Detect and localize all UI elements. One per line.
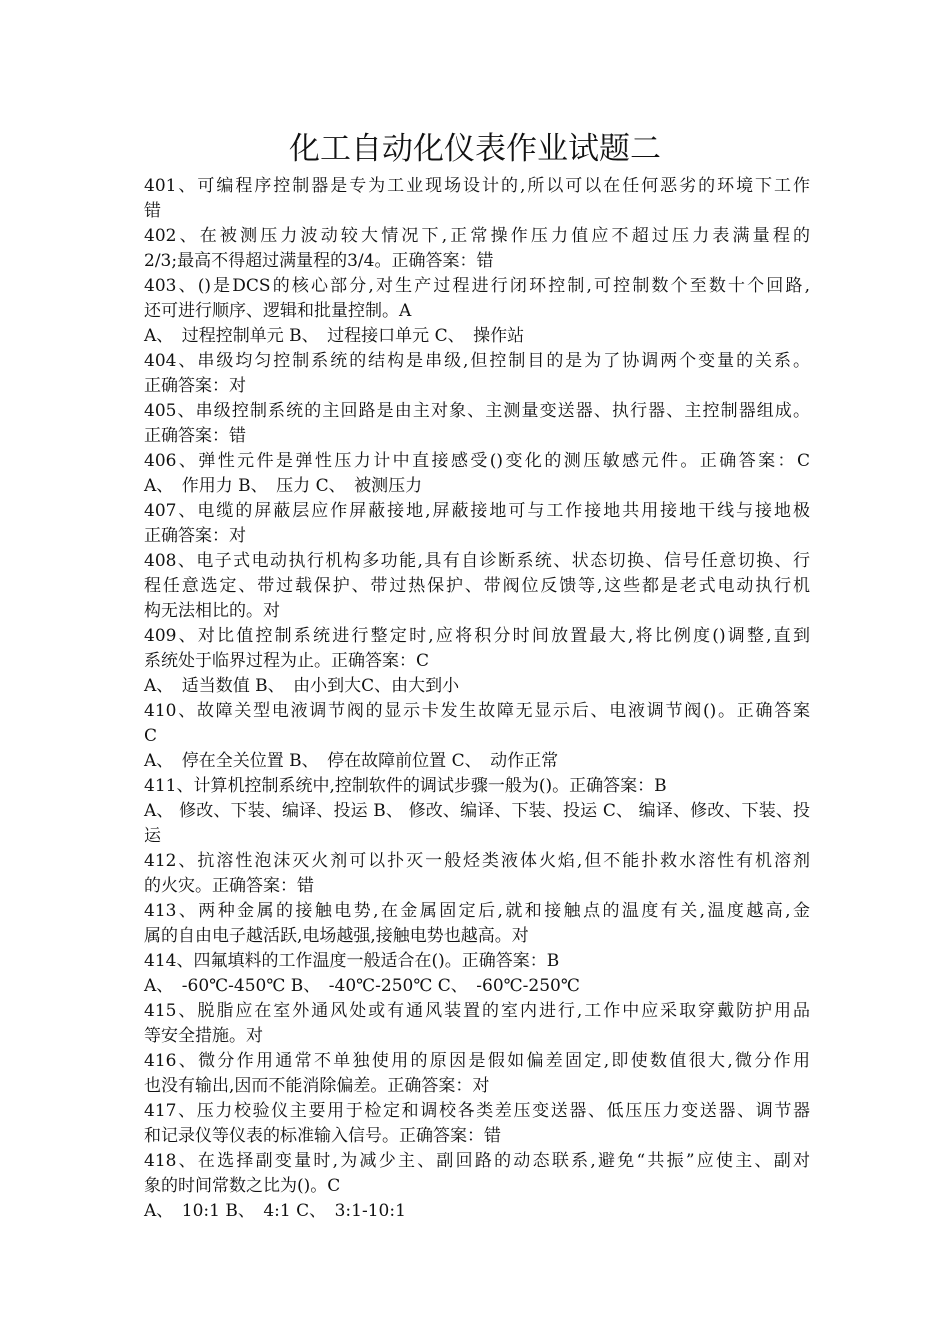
text-line: 象的时间常数之比为()。C: [144, 1176, 341, 1196]
text-line: 418、在选择副变量时,为减少主、副回路的动态联系,避免“共振”应使主、副对: [144, 1151, 810, 1171]
text-line: 407、电缆的屏蔽层应作屏蔽接地,屏蔽接地可与工作接地共用接地干线与接地极: [144, 501, 810, 521]
text-line: C: [144, 726, 158, 746]
text-line: 409、对比值控制系统进行整定时,应将积分时间放置最大,将比例度()调整,直到: [144, 626, 810, 646]
text-line: 403、()是DCS的核心部分,对生产过程进行闭环控制,可控制数个至数十个回路,: [144, 276, 810, 296]
document-body: [144, 174, 810, 1224]
text-line: 2/3;最高不得超过满量程的3/4。正确答案：错: [144, 251, 494, 271]
text-line: 错: [144, 201, 161, 221]
text-line: A、 修改、下装、编译、投运 B、 修改、编译、下装、投运 C、 编译、修改、下装、投: [144, 801, 810, 821]
text-line: 410、故障关型电液调节阀的显示卡发生故障无显示后、电液调节阀()。正确答案: [144, 701, 810, 721]
text-line: 还可进行顺序、逻辑和批量控制。A: [144, 301, 412, 321]
text-line: 正确答案：对: [144, 376, 246, 396]
text-line: 417、压力校验仪主要用于检定和调校各类差压变送器、低压压力变送器、调节器: [144, 1101, 810, 1121]
text-line: 的火灾。正确答案：错: [144, 876, 314, 896]
text-line: 411、计算机控制系统中,控制软件的调试步骤一般为()。正确答案：B: [144, 776, 667, 796]
text-line: 运: [144, 826, 161, 846]
text-line: 等安全措施。对: [144, 1026, 263, 1046]
text-line: 也没有输出,因而不能消除偏差。正确答案：对: [144, 1076, 490, 1096]
text-line: 416、微分作用通常不单独使用的原因是假如偏差固定,即使数值很大,微分作用: [144, 1051, 810, 1071]
text-line: 和记录仪等仪表的标准输入信号。正确答案：错: [144, 1126, 501, 1146]
text-line: 404、串级均匀控制系统的结构是串级,但控制目的是为了协调两个变量的关系。: [144, 351, 810, 371]
text-line: A、 10:1 B、 4:1 C、 3:1-10:1: [144, 1201, 406, 1221]
text-line: 402、在被测压力波动较大情况下,正常操作压力值应不超过压力表满量程的: [144, 226, 810, 246]
text-line: 程任意选定、带过载保护、带过热保护、带阀位反馈等,这些都是老式电动执行机: [144, 576, 810, 596]
text-line: A、 停在全关位置 B、 停在故障前位置 C、 动作正常: [144, 751, 559, 771]
text-line: 408、电子式电动执行机构多功能,具有自诊断系统、状态切换、信号任意切换、行: [144, 551, 810, 571]
text-line: A、 过程控制单元 B、 过程接口单元 C、 操作站: [144, 326, 525, 346]
page-title: 化工自动化仪表作业试题二: [289, 131, 661, 167]
text-line: A、 -60℃-450℃ B、 -40℃-250℃ C、 -60℃-250℃: [144, 976, 580, 996]
text-line: 415、脱脂应在室外通风处或有通风装置的室内进行,工作中应采取穿戴防护用品: [144, 1001, 810, 1021]
text-line: 412、抗溶性泡沫灭火剂可以扑灭一般烃类液体火焰,但不能扑救水溶性有机溶剂: [144, 851, 810, 871]
text-line: 属的自由电子越活跃,电场越强,接触电势也越高。对: [144, 926, 529, 946]
text-line: 406、弹性元件是弹性压力计中直接感受()变化的测压敏感元件。正确答案：C: [144, 451, 810, 471]
text-line: 正确答案：对: [144, 526, 246, 546]
text-line: 405、串级控制系统的主回路是由主对象、主测量变送器、执行器、主控制器组成。: [144, 401, 810, 421]
text-line: 401、可编程序控制器是专为工业现场设计的,所以可以在任何恶劣的环境下工作: [144, 176, 810, 196]
text-line: 系统处于临界过程为止。正确答案：C: [144, 651, 430, 671]
text-line: A、 适当数值 B、 由小到大C、由大到小: [144, 676, 460, 696]
text-line: 414、四氟填料的工作温度一般适合在()。正确答案：B: [144, 951, 560, 971]
text-line: 413、两种金属的接触电势,在金属固定后,就和接触点的温度有关,温度越高,金: [144, 901, 810, 921]
text-line: A、 作用力 B、 压力 C、 被测压力: [144, 476, 423, 496]
text-line: 构无法相比的。对: [144, 601, 280, 621]
text-line: 正确答案：错: [144, 426, 246, 446]
